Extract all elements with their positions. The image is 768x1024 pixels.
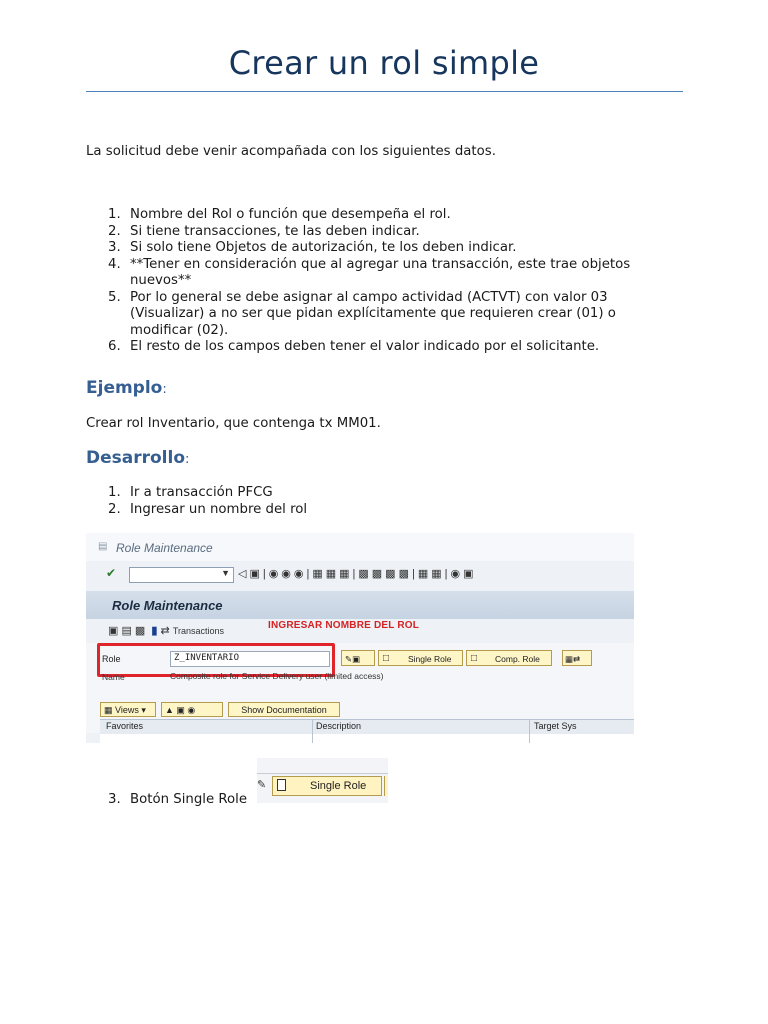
single-role-button[interactable]: Single Role	[272, 776, 382, 796]
views-button[interactable]: ▦ Views ▾	[100, 702, 156, 717]
document-icon	[277, 779, 286, 791]
single-role-button[interactable]: □ Single Role	[378, 650, 463, 666]
single-role-crop	[257, 758, 388, 803]
page-title: Crear un rol simple	[228, 44, 540, 82]
transactions-label[interactable]: Transactions	[172, 626, 224, 636]
column-divider	[529, 719, 530, 743]
column-description[interactable]: Description	[316, 721, 362, 731]
sap-screenshot	[86, 533, 634, 743]
list-item: 1. Ir a transacción PFCG	[108, 485, 273, 500]
sap-screen-header	[86, 591, 634, 619]
list-item: 2. Ingresar un nombre del rol	[108, 501, 308, 517]
requirements-list	[86, 207, 676, 356]
list-item: 3. Si solo tiene Objetos de autorización, te los deben indicar.	[108, 240, 517, 255]
chevron-down-icon[interactable]: ▼	[221, 568, 230, 578]
steps-list	[86, 485, 676, 518]
grid-body	[100, 734, 634, 743]
list-item: 2. Si tiene transacciones, te las deben indicar.	[108, 223, 420, 239]
title-divider	[86, 91, 683, 92]
list-item: 5. Por lo general se debe asignar al campo actividad (ACTVT) con valor 03 (Visualizar) a no ser que pidan explícitamente que requieren crear (01) o modificar (02).	[108, 289, 616, 338]
name-label: Name	[102, 672, 125, 682]
sap-titlebar	[86, 533, 634, 561]
screen-title: Role Maintenance	[112, 598, 223, 613]
apptb-icons[interactable]: ▣ ▤ ▩ ▮ ⇄ Transactions	[108, 625, 224, 637]
list-item: 6. El resto de los campos deben tener el valor indicado por el solicitante.	[108, 339, 600, 354]
command-field[interactable]	[129, 567, 234, 583]
window-menu-icon[interactable]: ▤	[98, 541, 108, 552]
role-label: Role	[102, 654, 121, 664]
document-icon: □	[383, 653, 390, 664]
enter-check-icon[interactable]: ✔	[106, 566, 117, 580]
comp-role-button[interactable]: □ Comp. Role	[466, 650, 552, 666]
grid-header	[100, 719, 634, 735]
filter-buttons[interactable]: ▲ ▣ ◉	[161, 702, 223, 717]
pencil-icon: ✎	[257, 778, 267, 791]
heading-desarrollo: Desarrollo:	[86, 448, 190, 468]
divider	[257, 773, 388, 774]
document-icon: □	[471, 653, 478, 664]
heading-ejemplo: Ejemplo:	[86, 378, 167, 398]
list-item: 4. **Tener en consideración que al agregar una transacción, este trae objetos nuevos**	[108, 256, 631, 288]
column-favorites[interactable]: Favorites	[106, 721, 144, 731]
role-input[interactable]: Z_INVENTARIO	[170, 651, 330, 667]
sap-window-title: Role Maintenance	[116, 541, 213, 555]
step3-text: Botón Single Role	[130, 792, 248, 807]
sap-system-toolbar	[86, 561, 634, 592]
list-item: 1. Nombre del Rol o función que desempeña el rol.	[108, 207, 451, 222]
column-divider	[312, 719, 313, 743]
annotation-text: INGRESAR NOMBRE DEL ROL	[268, 620, 420, 631]
ejemplo-text: Crear rol Inventario, que contenga tx MM01.	[86, 416, 381, 431]
intro-paragraph: La solicitud debe venir acompañada con los siguientes datos.	[86, 144, 496, 159]
column-target-sys[interactable]: Target Sys	[534, 721, 577, 731]
name-value: Composite role for Service Delivery user (limited access)	[170, 671, 384, 681]
next-button-edge	[384, 776, 388, 796]
toolbar-icons[interactable]: ◁▣|◉◉◉|▦▦▦|▩▩▩▩|▦▦|◉▣	[238, 568, 477, 580]
edit-display-buttons[interactable]: ✎▣	[341, 650, 375, 666]
step3-number: 3.	[108, 792, 121, 807]
show-documentation-button[interactable]: Show Documentation	[228, 702, 340, 717]
extra-buttons[interactable]: ▦⇄	[562, 650, 592, 666]
